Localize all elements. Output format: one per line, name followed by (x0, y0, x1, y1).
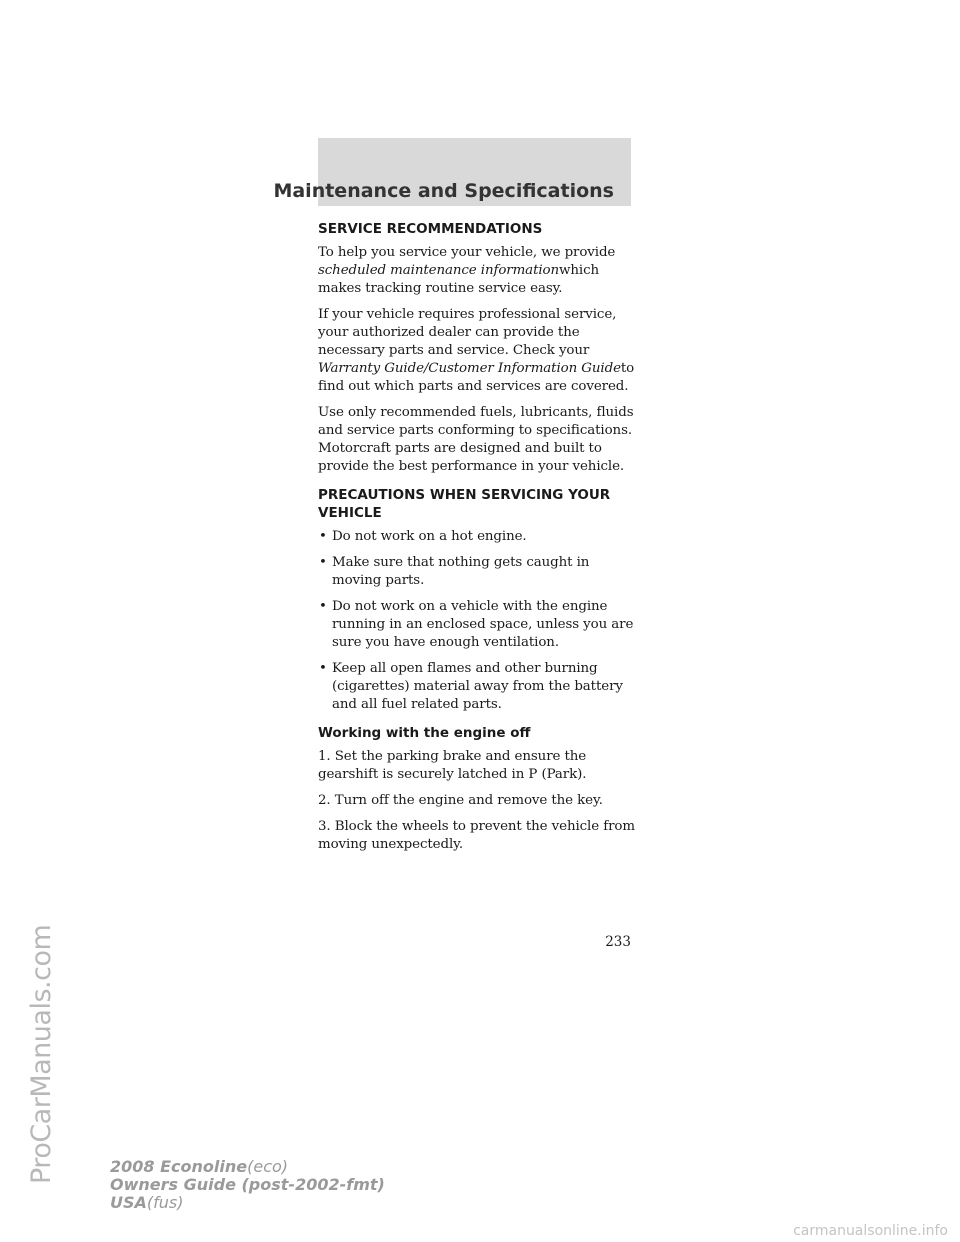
list-item (318, 660, 636, 714)
engine-off-step-2: 2. Turn off the engine and remove the key. (318, 793, 603, 808)
bullet-icon: • (319, 599, 327, 614)
emphasis-text: scheduled maintenance information (318, 263, 560, 278)
footer-line-3 (110, 1194, 385, 1212)
list-item (318, 528, 636, 546)
list-item-text: Do not work on a vehicle with the engine running in an enclosed space, unless you are sure you have enough ventilation. (332, 599, 634, 650)
bullet-icon: • (319, 661, 327, 676)
footer-region: USA (110, 1193, 147, 1212)
watermark-text: ProCarManuals.com (26, 924, 57, 1184)
engine-off-step-3: 3. Block the wheels to prevent the vehicle from moving unexpectedly. (318, 819, 635, 852)
section-title: Maintenance and Specifications (273, 180, 614, 202)
footer-line-2 (110, 1176, 385, 1194)
service-paragraph-3: Use only recommended fuels, lubricants, fluids and service parts conforming to specifications. Motorcraft parts are designed and built to provide the best performance in your vehicle. (318, 405, 634, 474)
list-item (318, 554, 636, 590)
paragraph-text: If your vehicle requires professional service, your authorized dealer can provide the necessary parts and service. Check your (318, 307, 617, 358)
page-content (318, 220, 636, 862)
section-header-band (273, 138, 631, 206)
emphasis-text: Warranty Guide/Customer Information Guide (318, 361, 621, 376)
engine-off-step-1: 1. Set the parking brake and ensure the gearshift is securely latched in P (Park). (318, 749, 587, 782)
document-footer (110, 1158, 385, 1212)
footer-model-code: (eco) (247, 1157, 289, 1176)
footer-model: 2008 Econoline (110, 1157, 248, 1176)
bullet-icon: • (319, 555, 327, 570)
footer-guide-name: Owners Guide (post-2002-fmt) (110, 1175, 385, 1194)
service-paragraph-1 (318, 244, 636, 298)
service-recommendations-heading: SERVICE RECOMMENDATIONS (318, 221, 543, 237)
paragraph-text: To help you service your vehicle, we provide (318, 245, 616, 260)
footer-region-code: (fus) (146, 1193, 184, 1212)
watermark-container (22, 514, 57, 1184)
list-item-text: Keep all open flames and other burning (cigarettes) material away from the battery and all fuel related parts. (332, 661, 623, 712)
site-watermark: carmanualsonline.info (793, 1223, 948, 1239)
page-number: 233 (605, 934, 631, 950)
engine-off-heading: Working with the engine off (318, 725, 531, 741)
bullet-icon: • (319, 529, 327, 544)
list-item (318, 598, 636, 652)
precautions-list (318, 528, 636, 714)
footer-line-1 (110, 1158, 385, 1176)
list-item-text: Do not work on a hot engine. (332, 529, 527, 544)
service-paragraph-2 (318, 306, 636, 396)
paragraph-text: to find out which parts and services are covered. (318, 361, 635, 394)
paragraph-text: which makes tracking routine service easy. (318, 263, 600, 296)
list-item-text: Make sure that nothing gets caught in moving parts. (332, 555, 590, 588)
precautions-heading: PRECAUTIONS WHEN SERVICING YOUR VEHICLE (318, 487, 611, 521)
